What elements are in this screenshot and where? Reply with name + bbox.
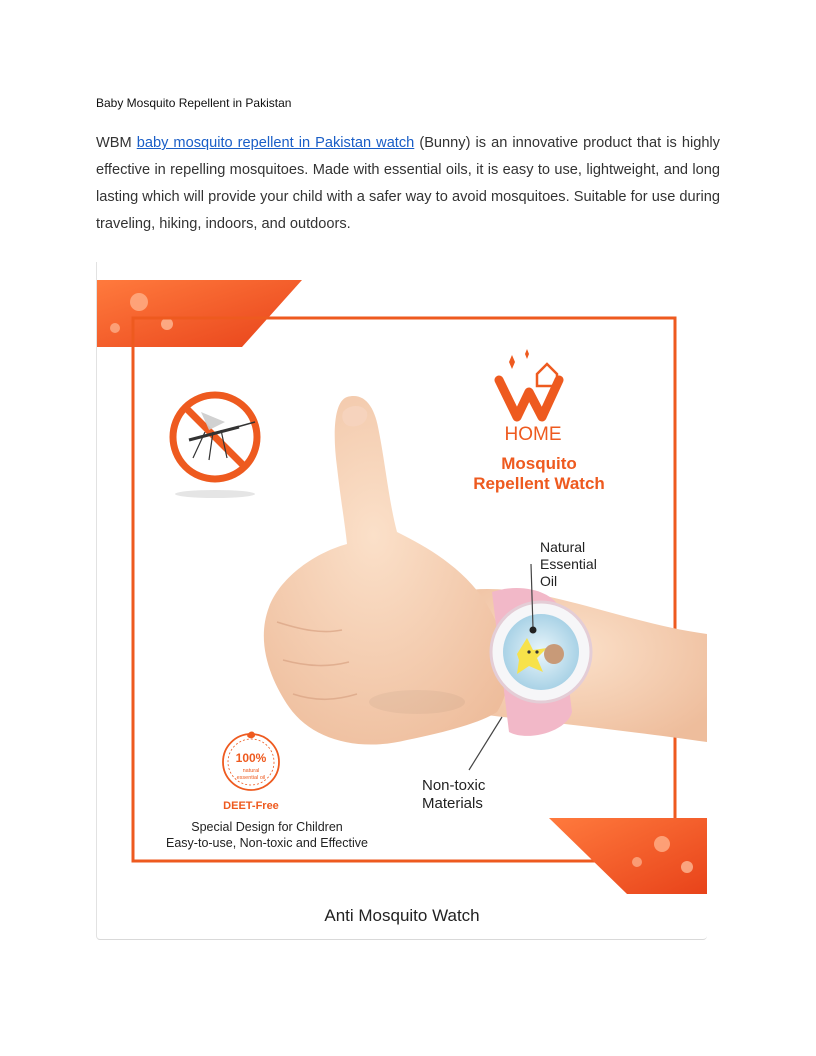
child-hand-illustration — [264, 396, 707, 745]
tagline-design: Special Design for Children — [191, 820, 343, 834]
callout-oil-line1: Natural — [540, 539, 586, 555]
document-heading: Baby Mosquito Repellent in Pakistan — [96, 96, 292, 110]
brand-logo — [499, 349, 559, 417]
tagline-effective: Easy-to-use, Non-toxic and Effective — [166, 836, 368, 850]
intro-paragraph — [96, 130, 720, 238]
callout-materials — [422, 777, 490, 812]
paragraph-suffix: (Bunny) is an innovative product that is highly effective in repelling mosquitoes. Made with essential oils, it is easy to use, lightweight, and long lasting which will provide your child with a safer way to avoid mosquitoes. Suitable for use during traveling, hiking, indoors, and outdoors. — [96, 135, 720, 232]
callout-oil — [540, 539, 601, 589]
callout-oil-line3: Oil — [540, 573, 558, 589]
paragraph-prefix: WBM — [96, 135, 137, 151]
corner-banner-bottom — [549, 818, 707, 894]
callout-line-materials — [469, 717, 502, 770]
product-link[interactable]: baby mosquito repellent in Pakistan watch — [136, 135, 415, 151]
callout-materials-line1: Non-toxic — [422, 777, 486, 794]
callout-materials-line2: Materials — [422, 795, 483, 812]
brand-name: HOME — [504, 424, 562, 445]
product-image — [96, 262, 707, 940]
badge-text-line1: natural — [242, 768, 260, 774]
badge-text-line2: essential oil — [236, 775, 266, 781]
callout-oil-line2: Essential — [540, 556, 597, 572]
badge-percent: 100% — [235, 751, 267, 765]
product-illustration — [97, 262, 707, 902]
no-mosquito-icon — [173, 395, 257, 498]
product-title-line1: Mosquito — [501, 454, 577, 473]
deet-free-label: DEET-Free — [223, 800, 279, 812]
corner-banner-top — [97, 280, 302, 347]
image-caption: Anti Mosquito Watch — [324, 906, 480, 925]
product-title-line2: Repellent Watch — [473, 474, 605, 493]
